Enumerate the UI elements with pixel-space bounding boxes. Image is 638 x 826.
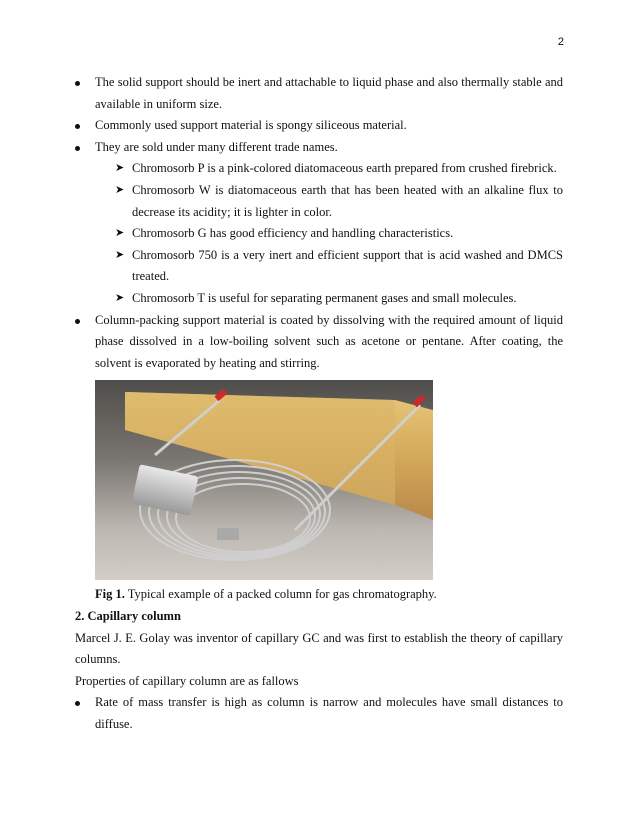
bullet-icon <box>75 146 80 151</box>
bullet-item: Rate of mass transfer is high as column is narrow and molecules have small distances to diffuse. <box>75 692 563 735</box>
bullet-icon <box>75 701 80 706</box>
section-heading: 2. Capillary column <box>75 608 181 623</box>
packed-column-illustration <box>95 380 433 580</box>
bullet-item: Column-packing support material is coated by dissolving with the required amount of liquid phase dissolved in a low-boiling solvent such as acetone or pentane. After coating, the solvent is evaporated by heating and stirring. <box>75 310 563 375</box>
bullet-icon <box>75 81 80 86</box>
arrow-bullet-icon: ➤ <box>115 227 125 240</box>
bullet-icon <box>75 319 80 324</box>
arrow-bullet-icon: ➤ <box>115 183 125 196</box>
bullet-list-properties <box>75 692 563 735</box>
trade-name-item: ➤ Chromosorb P is a pink-colored diatomaceous earth prepared from crushed firebrick. <box>95 158 563 180</box>
properties-intro: Properties of capillary column are as fallows <box>75 673 299 688</box>
trade-name-list <box>95 158 563 309</box>
arrow-bullet-icon: ➤ <box>115 291 125 304</box>
section-paragraph: Marcel J. E. Golay was inventor of capillary GC and was first to establish the theory of capillary columns. <box>75 630 563 667</box>
arrow-bullet-icon: ➤ <box>115 248 125 261</box>
bullet-item: They are sold under many different trade names. ➤ Chromosorb P is a pink-colored diatomaceous earth prepared from crushed firebrick. ➤ Chromosorb W is diatomaceous earth that has been heated with an alkaline flux to decrease its acidity; it is lighter in color. ➤ Chromosorb G has good efficiency and handling characteristics. ➤ Chromosorb 750 is a very inert and efficient support that is acid washed and DMCS treated. ➤ Chromosorb T is useful for separating permanent gases and small molecules. <box>75 137 563 310</box>
arrow-bullet-icon: ➤ <box>115 162 125 175</box>
page-number: 2 <box>557 36 564 48</box>
figure-caption: Fig 1. Typical example of a packed column for gas chromatography. <box>95 587 437 602</box>
column-label-plate <box>131 465 198 517</box>
column-fitting <box>217 528 239 540</box>
bullet-list-top <box>75 72 563 374</box>
trade-name-item: ➤ Chromosorb 750 is a very inert and efficient support that is acid washed and DMCS treated. <box>95 245 563 288</box>
bullet-item: Commonly used support material is spongy siliceous material. <box>75 115 563 137</box>
packed-column-photo <box>95 380 433 580</box>
trade-name-item: ➤ Chromosorb W is diatomaceous earth that has been heated with an alkaline flux to decrease its acidity; it is lighter in color. <box>95 180 563 223</box>
bullet-icon <box>75 124 80 129</box>
bullet-item: The solid support should be inert and attachable to liquid phase and also thermally stable and available in uniform size. <box>75 72 563 115</box>
document-body <box>75 72 563 735</box>
trade-name-item: ➤ Chromosorb G has good efficiency and handling characteristics. <box>95 223 563 245</box>
trade-name-item: ➤ Chromosorb T is useful for separating permanent gases and small molecules. <box>95 288 563 310</box>
